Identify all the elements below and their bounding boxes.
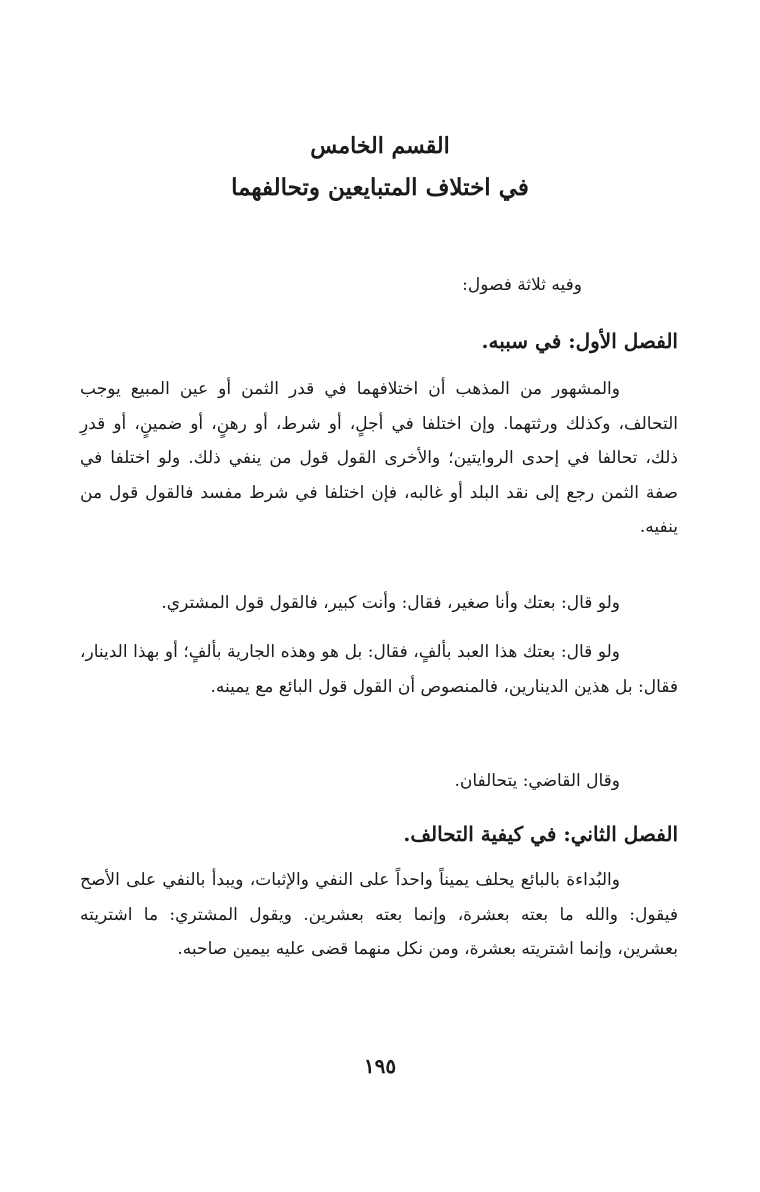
paragraph-text: والمشهور من المذهب أن اختلافهما في قدر الثمن أو عين المبيع يوجب التحالف، وكذلك ورثتهما. وإن اختلفا في أجلٍ، أو شرط، أو رهنٍ، أو ضمينٍ، أو قدرِ ذلك، تحالفا في إحدى الروايتين؛ والأخرى القول قول من ينفي ذلك. ولو اختلفا في صفة الثمن رجع إلى نقد البلد أو غالبه، فإن اختلفا في شرط مفسد فالقول قول من ينفيه. bbox=[80, 379, 678, 537]
chapter-2-label: الفصل الثاني: bbox=[563, 822, 678, 846]
paragraph-text: ولو قال: بعتك هذا العبد بألفٍ، فقال: بل هو وهذه الجارية بألفٍ؛ أو بهذا الدينار، فقال: بل هذين الدينارين، فالمنصوص أن القول قول البائع مع يمينه. bbox=[80, 642, 678, 697]
chapter-1-topic: في سببه. bbox=[481, 329, 562, 353]
chapter-2-topic: في كيفية التحالف. bbox=[403, 822, 557, 846]
paragraph bbox=[80, 635, 678, 704]
page-number: ١٩٥ bbox=[363, 1054, 397, 1078]
paragraph bbox=[80, 863, 678, 967]
paragraph-text: وقال القاضي: يتحالفان. bbox=[454, 771, 620, 791]
paragraph-text: ولو قال: بعتك وأنا صغير، فقال: وأنت كبير، فالقول قول المشتري. bbox=[161, 593, 620, 613]
intro-text: وفيه ثلاثة فصول: bbox=[462, 275, 582, 295]
paragraph bbox=[80, 586, 678, 621]
section-title: في اختلاف المتبايعين وتحالفهما bbox=[231, 174, 529, 201]
chapter-2-heading bbox=[403, 818, 678, 850]
paragraph bbox=[80, 764, 678, 799]
chapter-1-heading bbox=[482, 325, 678, 357]
paragraph-text: والبُداءة بالبائع يحلف يميناً واحداً على النفي والإثبات، ويبدأ بالنفي على الأصح فيقول: والله ما بعته بعشرة، وإنما بعته بعشرين. ويقول المشتري: ما اشتريته بعشرين، وإنما اشتريته بعشرة، ومن نكل منهما قضى عليه بيمين صاحبه. bbox=[80, 870, 678, 959]
paragraph bbox=[80, 372, 678, 545]
chapter-1-label: الفصل الأول: bbox=[568, 329, 678, 353]
section-heading: القسم الخامس bbox=[310, 133, 450, 159]
